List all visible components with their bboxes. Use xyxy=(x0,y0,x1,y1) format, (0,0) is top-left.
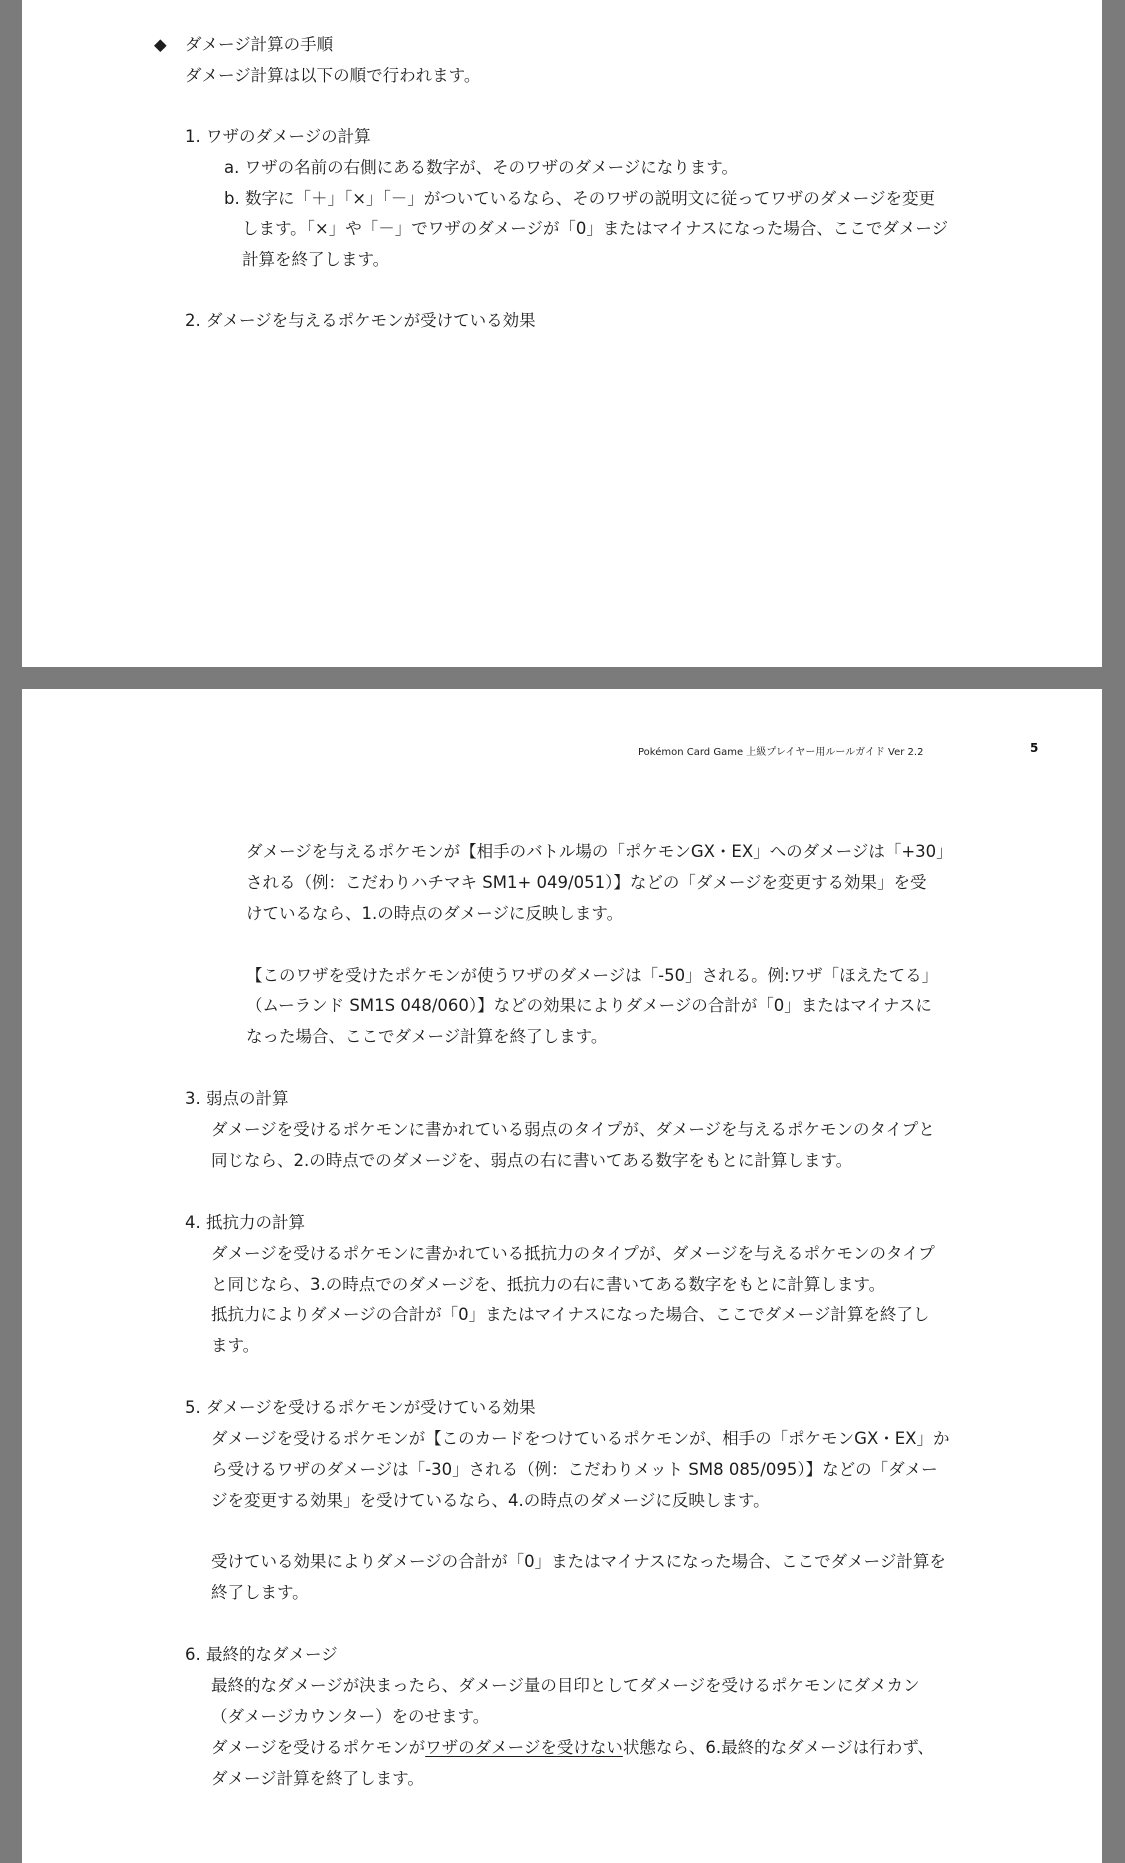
step1-b-line2: します。「×」や「－」でワザのダメージが「0」またはマイナスになった場合、ここでダメージ xyxy=(242,219,949,238)
step3-line2: 同じなら、2.の時点でのダメージを、弱点の右に書いてある数字をもとに計算します。 xyxy=(211,1151,853,1170)
heading-bullet: ◆ xyxy=(154,35,167,54)
step3-title: 3. 弱点の計算 xyxy=(185,1089,289,1108)
step5-line5: 終了します。 xyxy=(211,1583,309,1602)
step6-line3-pre: ダメージを受けるポケモンが xyxy=(211,1738,426,1757)
step4-line4: ます。 xyxy=(211,1336,260,1355)
p2-para2-line2: （ムーランド SM1S 048/060）】などの効果によりダメージの合計が「0」またはマイナスに xyxy=(246,996,932,1015)
step4-title: 4. 抵抗力の計算 xyxy=(185,1213,305,1232)
step5-title: 5. ダメージを受けるポケモンが受けている効果 xyxy=(185,1398,536,1417)
step1-title: 1. ワザのダメージの計算 xyxy=(185,127,371,146)
step6-line4: ダメージ計算を終了します。 xyxy=(211,1769,424,1788)
step6-line2: （ダメージカウンター）をのせます。 xyxy=(211,1707,490,1726)
step3-line1: ダメージを受けるポケモンに書かれている弱点のタイプが、ダメージを与えるポケモンのタイプと xyxy=(211,1120,935,1139)
intro-text: ダメージ計算は以下の順で行われます。 xyxy=(185,66,481,85)
step5-line3: ジを変更する効果」を受けているなら、4.の時点のダメージに反映します。 xyxy=(211,1491,770,1510)
p2-para1-line1: ダメージを与えるポケモンが【相手のバトル場の「ポケモンGX・EX」へのダメージは「+30」 xyxy=(246,842,953,861)
page-1 xyxy=(22,0,1102,667)
page-number: 5 xyxy=(1030,741,1039,755)
page-2 xyxy=(22,689,1102,1863)
step2-title: 2. ダメージを与えるポケモンが受けている効果 xyxy=(185,311,536,330)
section-heading: ダメージ計算の手順 xyxy=(185,35,334,54)
p2-para1-line2: される（例：こだわりハチマキ SM1+ 049/051）】などの「ダメージを変更する効果」を受 xyxy=(246,873,927,892)
step4-line1: ダメージを受けるポケモンに書かれている抵抗力のタイプが、ダメージを与えるポケモンのタイプ xyxy=(211,1244,935,1263)
step4-line2: と同じなら、3.の時点でのダメージを、抵抗力の右に書いてある数字をもとに計算します。 xyxy=(211,1275,886,1294)
step6-line3 xyxy=(211,1738,934,1758)
page-header-title: Pokémon Card Game 上級プレイヤー用ルールガイド Ver 2.2 xyxy=(638,747,924,758)
step5-line2: ら受けるワザのダメージは「-30」される（例：こだわりメット SM8 085/095）】などの「ダメー xyxy=(211,1460,938,1479)
no-damage-link-text: ワザのダメージを受けない xyxy=(425,1738,623,1757)
p2-para2-line3: なった場合、ここでダメージ計算を終了します。 xyxy=(246,1027,608,1046)
step1-b-line3: 計算を終了します。 xyxy=(242,250,390,269)
step5-line1: ダメージを受けるポケモンが【このカードをつけているポケモンが、相手の「ポケモンGX・EX」か xyxy=(211,1429,950,1448)
step6-title: 6. 最終的なダメージ xyxy=(185,1645,338,1664)
p2-para2-line1: 【このワザを受けたポケモンが使うワザのダメージは「-50」される。例:ワザ「ほえたてる」 xyxy=(246,966,939,985)
step5-line4: 受けている効果によりダメージの合計が「0」またはマイナスになった場合、ここでダメージ計算を xyxy=(211,1552,946,1571)
step1-a: a. ワザの名前の右側にある数字が、そのワザのダメージになります。 xyxy=(224,158,738,177)
step6-line1: 最終的なダメージが決まったら、ダメージ量の目印としてダメージを受けるポケモンにダメカン xyxy=(211,1676,920,1695)
step4-line3: 抵抗力によりダメージの合計が「0」またはマイナスになった場合、ここでダメージ計算を終了し xyxy=(211,1305,930,1324)
step6-line3-post: 状態なら、6.最終的なダメージは行わず、 xyxy=(622,1738,934,1757)
step1-b-line1: b. 数字に「＋」「×」「－」がついているなら、そのワザの説明文に従ってワザのダメージを変更 xyxy=(224,189,935,208)
p2-para1-line3: けているなら、1.の時点のダメージに反映します。 xyxy=(246,904,624,923)
